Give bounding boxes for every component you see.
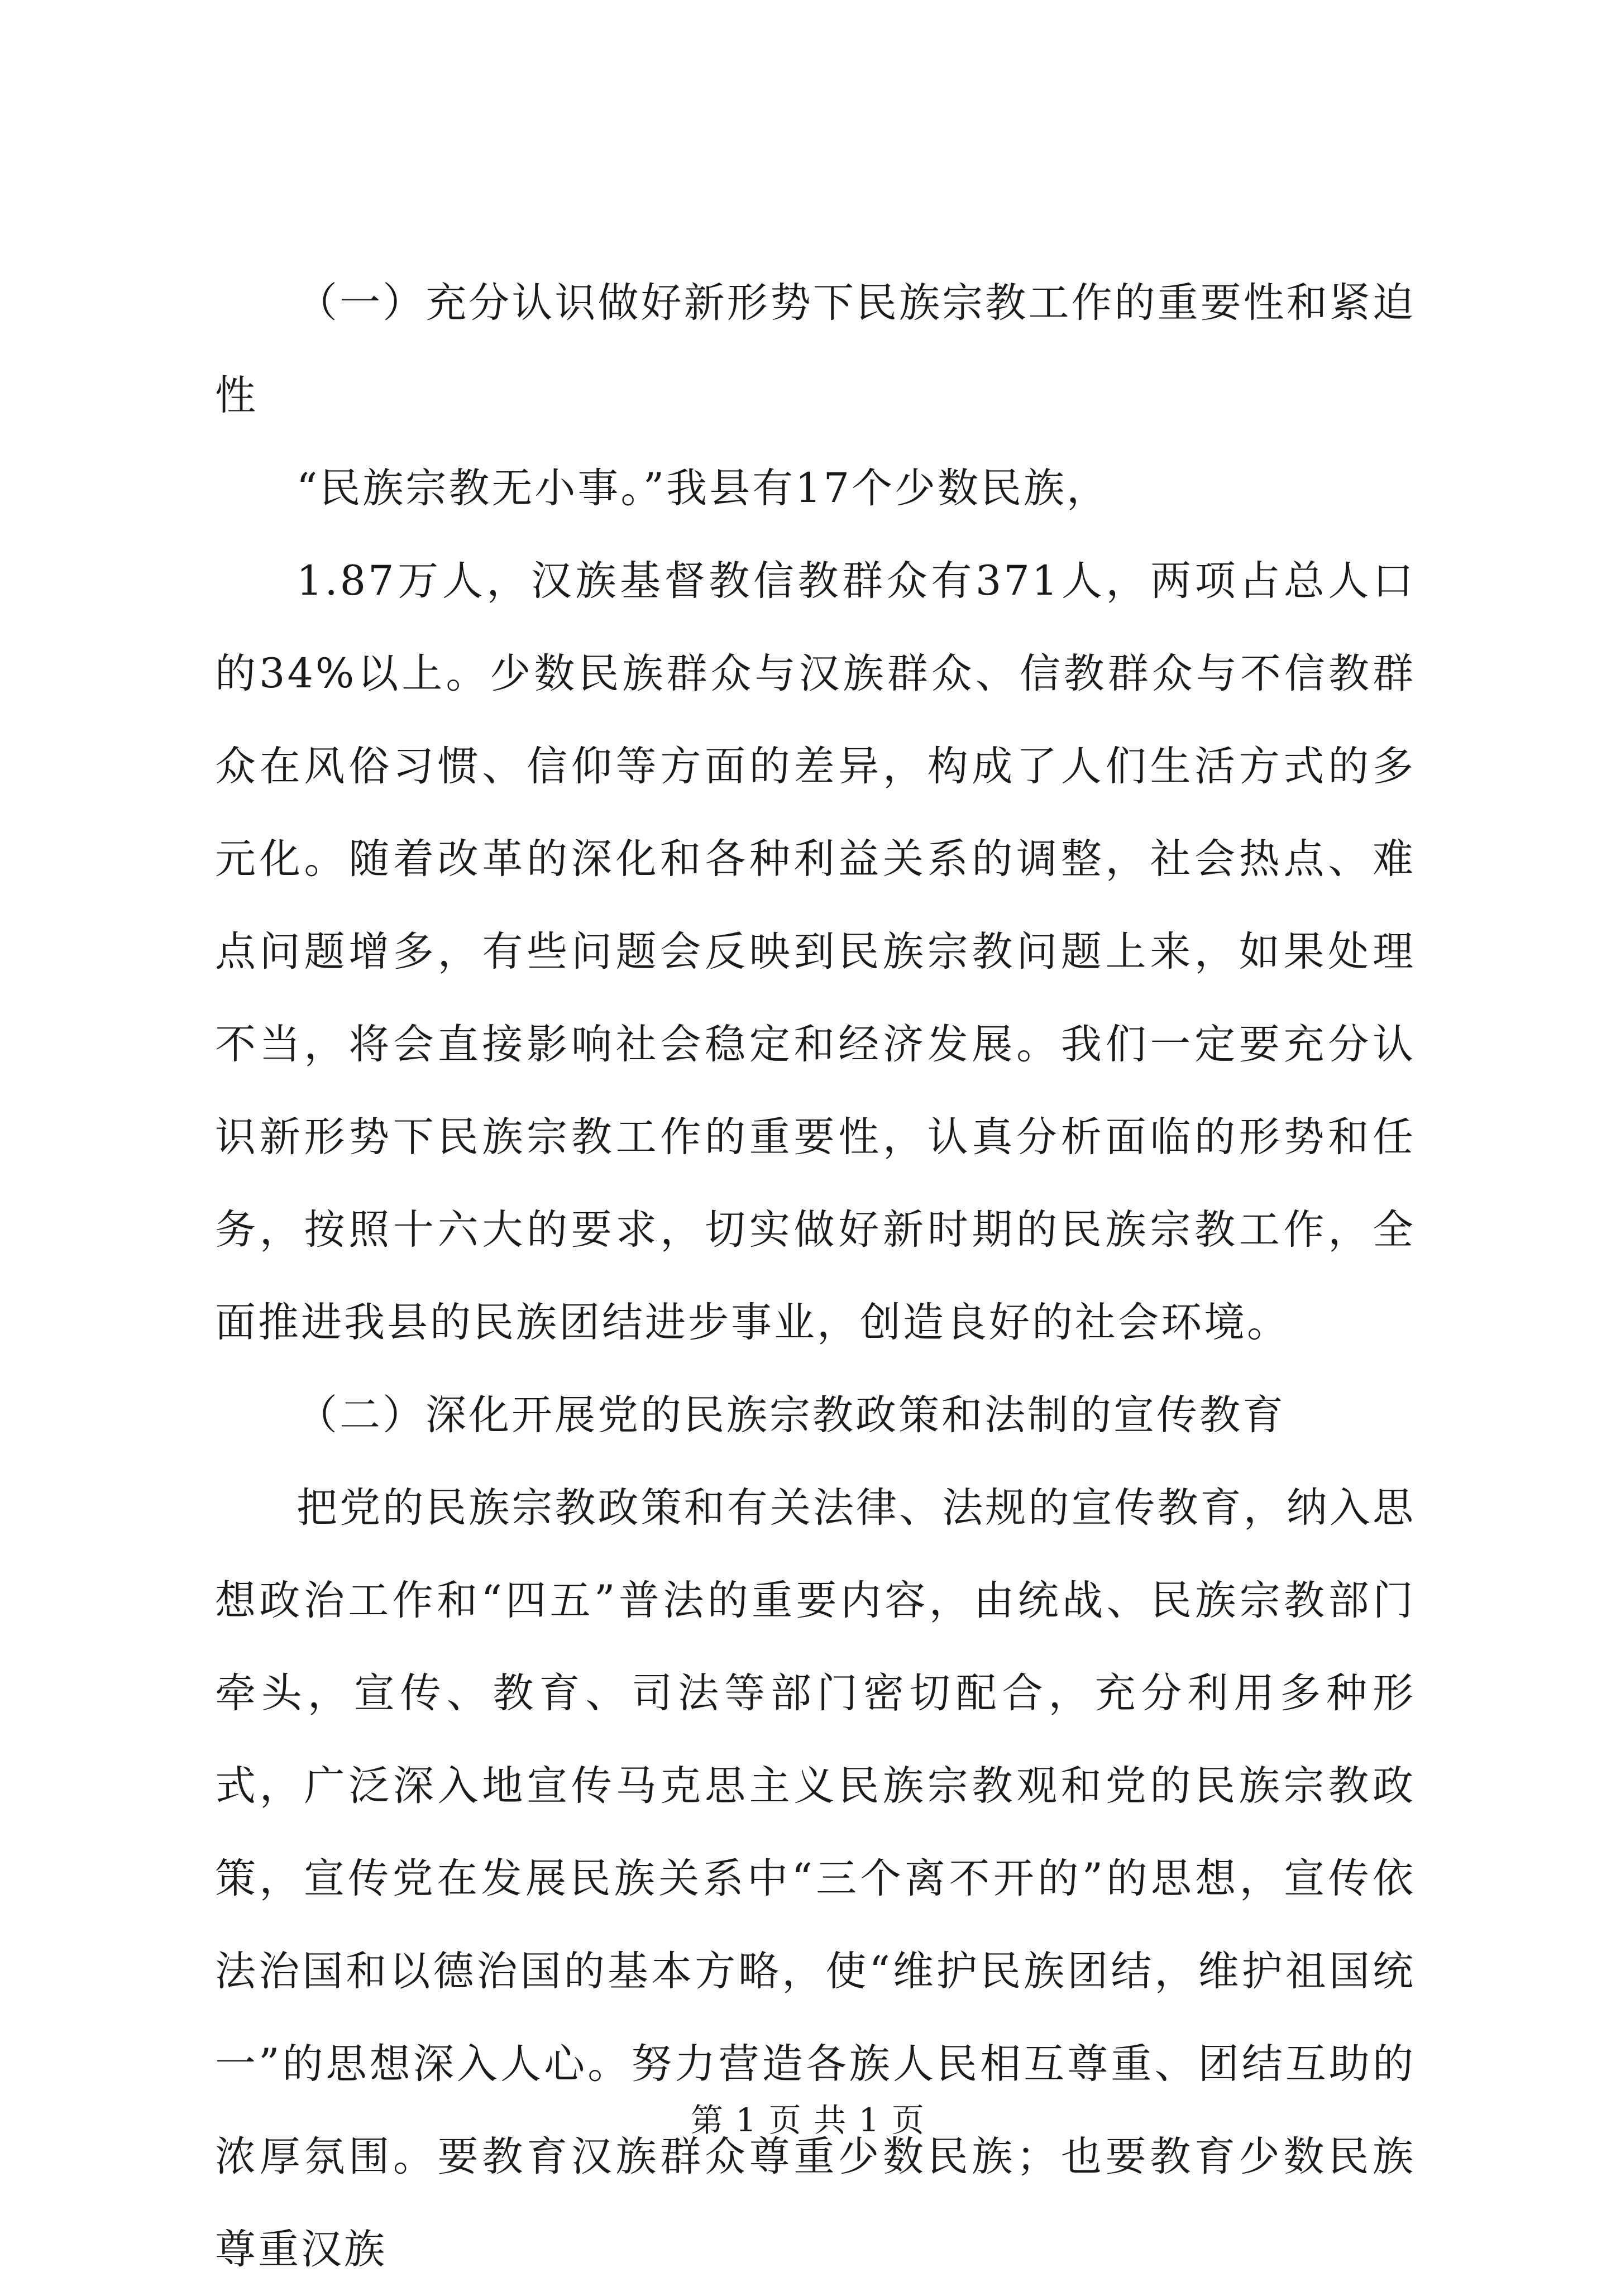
paragraph: 把党的民族宗教政策和有关法律、法规的宣传教育，纳入思想政治工作和“四五”普法的重要内容，由统战、民族宗教部门牵头，宣传、教育、司法等部门密切配合，充分利用多种形式，广泛深入地宣传马克思主义民族宗教观和党的民族宗教政策，宣传党在发展民族关系中“三个离不开的”的思想，宣传依法治国和以德治国的基本方略，使“维护民族团结，维护祖国统一”的思想深入人心。努力营造各族人民相互尊重、团结互助的浓厚氛围。要教育汉族群众尊重少数民族；也要教育少数民族尊重汉族 <box>215 1484 1416 2273</box>
heading-section-1: （一）充分认识做好新形势下民族宗教工作的重要性和紧迫性 <box>215 279 1416 419</box>
document-body <box>215 257 1416 2296</box>
heading-section-2: （二）深化开展党的民族宗教政策和法制的宣传教育 <box>297 1391 1285 1439</box>
page-footer: 第 1 页 共 1 页 <box>691 2101 925 2139</box>
paragraph: 1.87万人，汉族基督教信教群众有371人，两项占总人口的34%以上。少数民族群众与汉族群众、信教群众与不信教群众在风俗习惯、信仰等方面的差异，构成了人们生活方式的多元化。随着改革的深化和各种利益关系的调整，社会热点、难点问题增多，有些问题会反映到民族宗教问题上来，如果处理不当，将会直接影响社会稳定和经济发展。我们一定要充分认识新形势下民族宗教工作的重要性，认真分析面临的形势和任务，按照十六大的要求，切实做好新时期的民族宗教工作，全面推进我县的民族团结进步事业，创造良好的社会环境。 <box>215 557 1416 1346</box>
paragraph: “民族宗教无小事。”我县有17个少数民族， <box>297 465 1110 512</box>
